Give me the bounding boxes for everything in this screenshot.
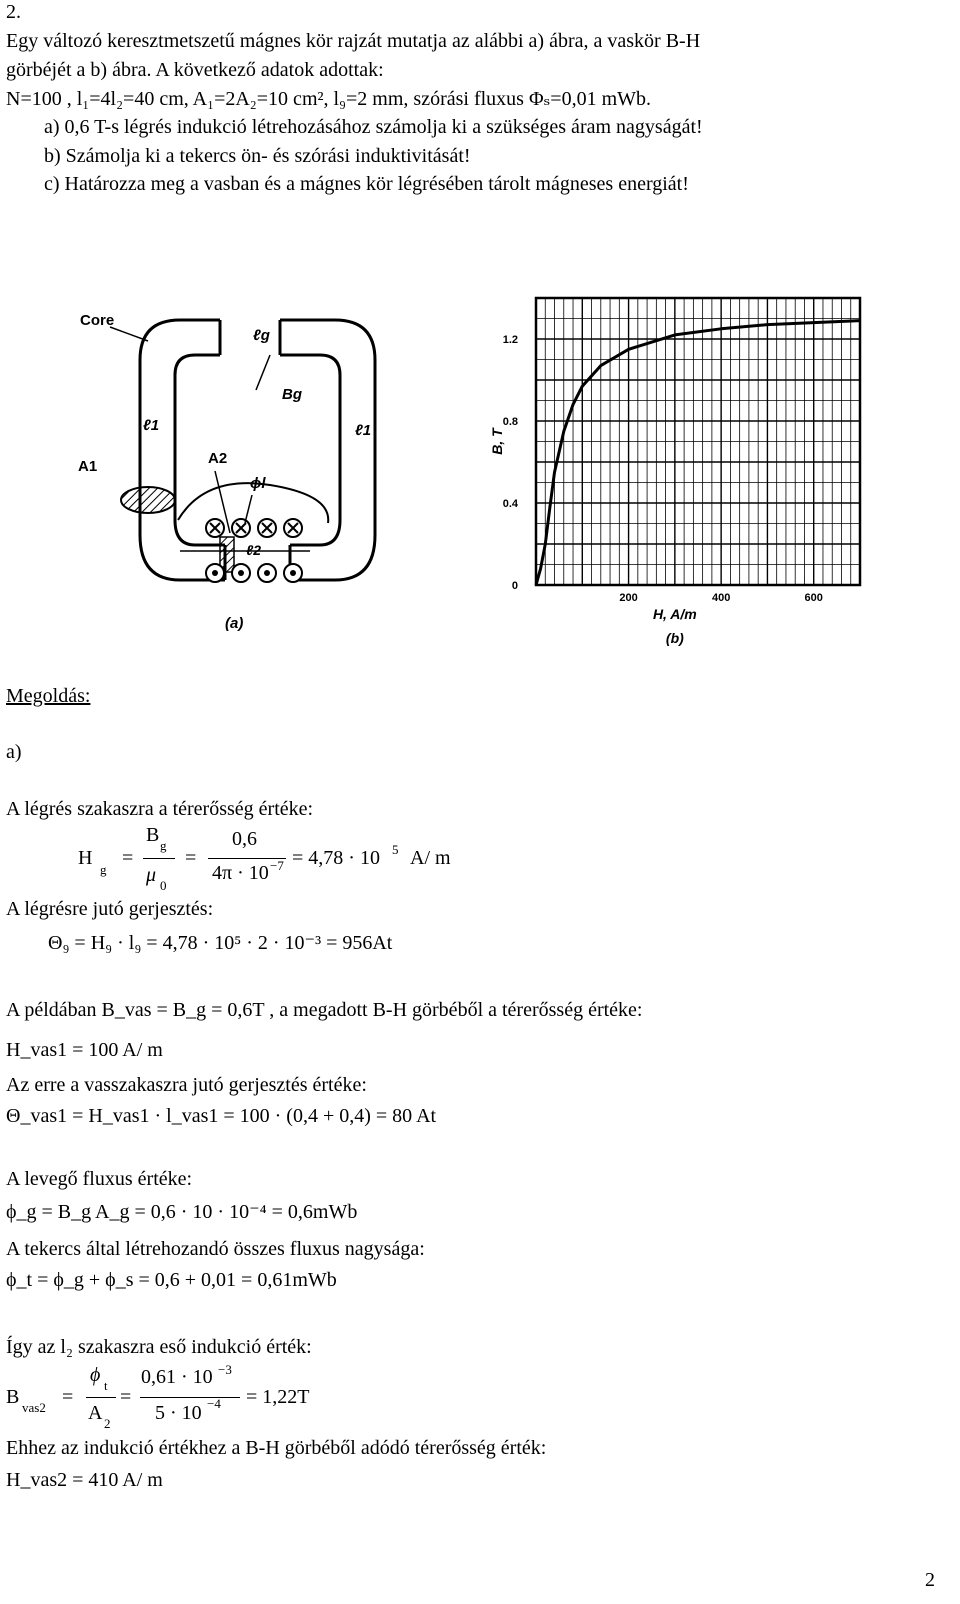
equation-phi-g: ϕ_g = B_g A_g = 0,6 · 10 · 10⁻⁴ = 0,6mWb — [6, 1201, 358, 1223]
question-a: a) 0,6 T-s légrés indukció létrehozásához számolja ki a szükséges áram nagyságát! — [44, 116, 703, 138]
eq1-lhs: H — [78, 847, 93, 869]
eq7-num1: ϕ — [90, 1364, 101, 1386]
label-l2: ℓ2 — [246, 542, 262, 558]
question-c: c) Határozza meg a vasban és a mágnes kör légrésében tárolt mágneses energiát! — [44, 173, 689, 195]
eq1-den2: 4π · 10 — [212, 862, 269, 884]
y-axis-label: B, T — [489, 428, 505, 455]
figure-a-magnetic-circuit — [70, 295, 450, 645]
eq1-num1-sub: g — [160, 838, 167, 853]
part-a-label: a) — [6, 741, 22, 763]
figure-a-caption: (a) — [225, 615, 244, 632]
label-a2: A2 — [208, 450, 228, 467]
problem-number: 2. — [6, 1, 21, 23]
x-tick-label: 600 — [804, 592, 823, 604]
equation-theta-g: Θ₉ = H₉ · l₉ = 4,78 · 10⁵ · 2 · 10⁻³ = 956At — [48, 932, 393, 954]
equation-phi-t: ϕ_t = ϕ_g + ϕ_s = 0,6 + 0,01 = 0,61mWb — [6, 1269, 337, 1291]
eq7-num1-sub: t — [104, 1378, 108, 1393]
eq1-den1-sub: 0 — [160, 878, 167, 893]
eq7-den2: 5 · 10 — [155, 1402, 202, 1424]
label-lg: ℓg — [253, 327, 270, 344]
y-tick-label: 0.4 — [502, 498, 518, 510]
label-phi: ϕl — [250, 475, 266, 492]
y-tick-label: 1.2 — [502, 334, 518, 346]
intro-line-2: görbéjét a b) ábra. A következő adatok adottak: — [6, 59, 384, 81]
equation-theta-vas1: Θ_vas1 = H_vas1 · l_vas1 = 100 · (0,4 + 0,4) = 80 At — [6, 1105, 437, 1127]
y-tick-label: 0.8 — [502, 416, 518, 428]
intro-line-1: Egy változó keresztmetszetű mágnes kör rajzát mutatja az alábbi a) ábra, a vaskör B-H — [6, 30, 701, 52]
equation-bvas2: B vas2 = ϕ t A 2 = 0,61 · 10 −3 5 · 10 −4 = 1,22T — [6, 1362, 310, 1431]
label-l1-right: ℓ1 — [355, 422, 372, 439]
text-bh-field: Ehhez az indukció értékhez a B-H görbéből adódó térerősség érték: — [6, 1437, 547, 1459]
eq7-den2-sup: −4 — [207, 1396, 221, 1411]
eq7-result: = 1,22T — [246, 1386, 310, 1408]
equation-hg: H g = B g μ 0 = 0,6 4π · 10 −7 = 4,78 · 10 5 A/ m — [78, 824, 451, 893]
eq7-den1-sub: 2 — [104, 1416, 111, 1431]
label-bg: Bg — [282, 386, 302, 403]
text-iron-mmf: Az erre a vasszakaszra jutó gerjesztés értéke: — [6, 1074, 367, 1096]
solution-heading: Megoldás: — [6, 685, 91, 707]
eq1-result: = 4,78 · 10 — [292, 847, 380, 869]
text-air-flux: A levegő fluxus értéke: — [6, 1168, 193, 1190]
figure-b-caption: (b) — [665, 630, 684, 646]
equation-hvas1: H_vas1 = 100 A/ m — [6, 1039, 163, 1061]
data-line: N=100 , l₁=4l₂=40 cm, A₁=2A₂=10 cm², l₉=2 mm, szórási fluxus Φₛ=0,01 mWb. — [6, 88, 652, 110]
eq1-unit: A/ m — [410, 847, 451, 869]
eq1-den2-sup: −7 — [270, 858, 284, 873]
text-total-flux: A tekercs által létrehozandó összes fluxus nagysága: — [6, 1238, 425, 1260]
x-tick-label: 400 — [711, 592, 731, 604]
eq7-lhs: B — [6, 1386, 20, 1408]
text-gap-mmf: A légrésre jutó gerjesztés: — [6, 898, 214, 920]
equation-hvas2: H_vas2 = 410 A/ m — [6, 1469, 163, 1491]
eq1-lhs-sub: g — [100, 862, 107, 877]
label-a1: A1 — [78, 458, 98, 475]
eq1-num2: 0,6 — [232, 828, 257, 850]
eq1-result-sup: 5 — [392, 842, 399, 857]
eq7-num2-sup: −3 — [218, 1362, 232, 1377]
eq7-lhs-sub: vas2 — [22, 1400, 46, 1415]
eq1-num1: B — [146, 824, 160, 846]
bh-curve-series — [536, 321, 860, 585]
figure-b-bh-curve — [488, 290, 868, 660]
label-core: Core — [80, 312, 115, 329]
eq7-den1: A — [88, 1402, 103, 1424]
page-number: 2 — [925, 1569, 935, 1591]
text-gap-field: A légrés szakaszra a térerősség értéke: — [6, 798, 314, 820]
eq7-num2: 0,61 · 10 — [141, 1366, 213, 1388]
label-l1-left: ℓ1 — [143, 417, 160, 434]
x-tick-label: 200 — [619, 592, 638, 604]
question-b: b) Számolja ki a tekercs ön- és szórási induktivitását! — [44, 145, 471, 167]
eq1-den1: μ — [146, 864, 157, 886]
text-induction-l2: Így az l₂ szakaszra eső indukció érték: — [6, 1336, 312, 1358]
text-example-bh: A példában B_vas = B_g = 0,6T , a megadott B-H görbéből a térerősség értéke: — [6, 999, 643, 1021]
x-axis-label: H, A/m — [652, 606, 697, 622]
y-tick-label: 0 — [511, 580, 518, 592]
